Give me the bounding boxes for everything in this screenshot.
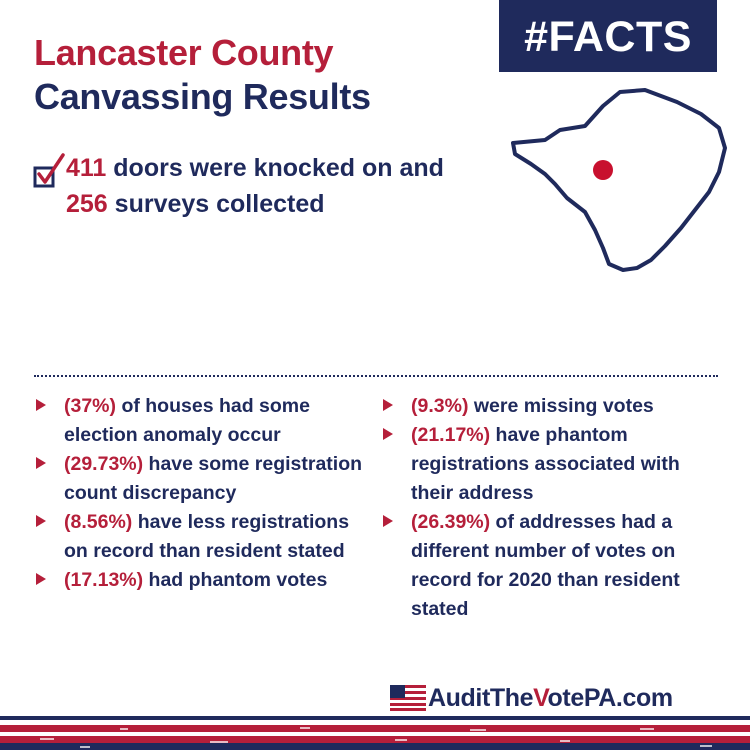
fact-text: of addresses had a different number of votes on record for 2020 than resident stated xyxy=(411,511,680,620)
fact-text: had phantom votes xyxy=(143,569,328,591)
fact-percent: (17.13%) xyxy=(64,569,144,591)
dotted-divider xyxy=(34,375,718,377)
fact-percent: (9.3%) xyxy=(411,395,469,417)
fact-text: have some registration count discrepancy xyxy=(64,453,363,504)
surveys-text: surveys collected xyxy=(107,190,325,218)
fact-item xyxy=(34,392,370,450)
fact-percent: (8.56%) xyxy=(64,511,133,533)
doors-count: 411 xyxy=(66,154,107,182)
headline-text xyxy=(66,150,502,222)
facts-badge: #FACTS xyxy=(499,0,717,72)
checkbox-check-icon xyxy=(32,152,66,190)
us-flag-icon xyxy=(390,685,426,711)
page-title xyxy=(34,28,371,122)
bullet-triangle-icon xyxy=(36,457,46,469)
fact-item xyxy=(381,421,717,508)
bullet-triangle-icon xyxy=(383,428,393,440)
facts-list-right xyxy=(381,392,717,624)
surveys-count: 256 xyxy=(66,190,108,218)
title-county: Lancaster County xyxy=(34,32,334,73)
fact-item xyxy=(34,450,370,508)
bullet-triangle-icon xyxy=(383,515,393,527)
bullet-triangle-icon xyxy=(36,515,46,527)
fact-percent: (37%) xyxy=(64,395,117,417)
fact-text: were missing votes xyxy=(468,395,654,417)
doors-text: doors were knocked on and xyxy=(106,154,444,182)
title-results: Canvassing Results xyxy=(34,76,371,117)
fact-percent: (21.17%) xyxy=(411,424,491,446)
fact-text: have less registrations on record than resident stated xyxy=(64,511,350,562)
fact-text: have phantom registrations associated with their address xyxy=(411,424,680,504)
bullet-triangle-icon xyxy=(36,573,46,585)
facts-list-left xyxy=(34,392,370,595)
bullet-triangle-icon xyxy=(36,399,46,411)
location-dot-icon xyxy=(593,160,613,180)
fact-percent: (26.39%) xyxy=(411,511,491,533)
fact-item xyxy=(381,508,717,624)
bullet-triangle-icon xyxy=(383,399,393,411)
site-url: AuditTheVotePA.com xyxy=(428,683,673,712)
flag-stripe-banner xyxy=(0,716,750,750)
fact-text: of houses had some election anomaly occur xyxy=(64,395,310,446)
county-outline-map xyxy=(505,88,730,273)
site-logo[interactable] xyxy=(390,680,673,716)
fact-item xyxy=(34,566,370,595)
fact-percent: (29.73%) xyxy=(64,453,144,475)
headline-stats xyxy=(32,150,502,222)
fact-item xyxy=(34,508,370,566)
fact-item xyxy=(381,392,717,421)
